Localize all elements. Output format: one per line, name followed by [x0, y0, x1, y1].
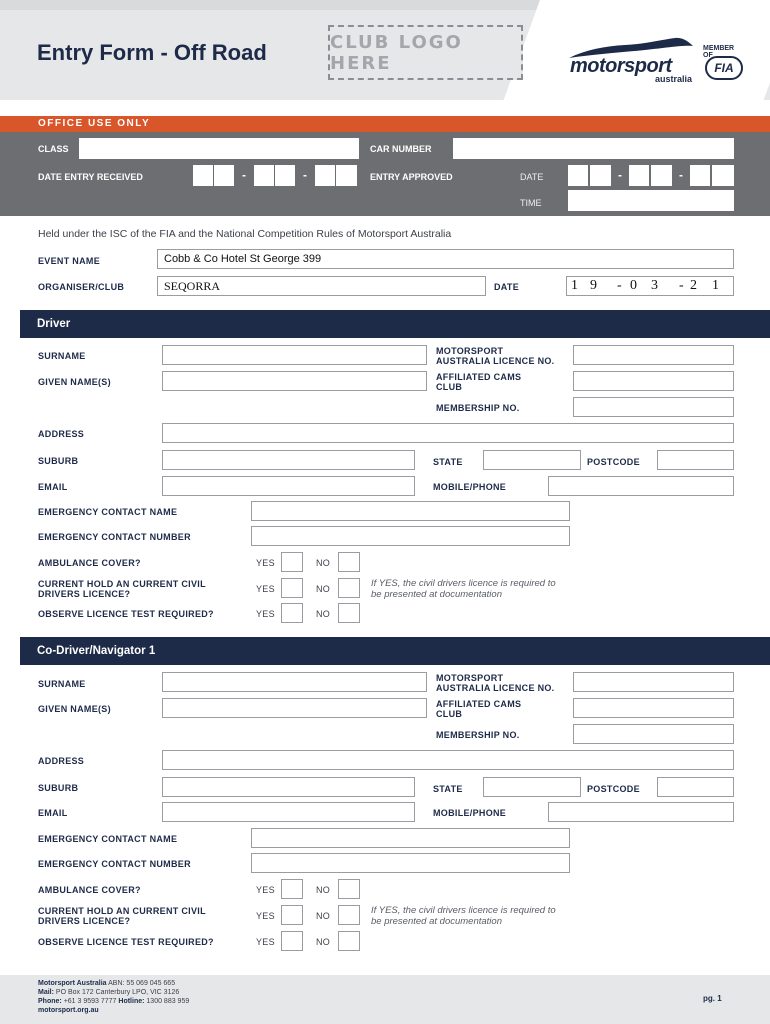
driver-email-input[interactable]	[162, 476, 415, 496]
approved-date-digit[interactable]	[590, 165, 611, 186]
no-label: NO	[316, 609, 331, 619]
driver-emergency-name-input[interactable]	[251, 501, 570, 521]
approved-date-label: DATE	[520, 172, 544, 182]
entry-approved-label: ENTRY APPROVED	[370, 172, 453, 182]
driver-licence-input[interactable]	[573, 345, 734, 365]
class-input[interactable]	[79, 138, 359, 159]
event-date-digit: -	[617, 278, 622, 293]
driver-membership-input[interactable]	[573, 397, 734, 417]
codriver-civil-licence-label: CURRENT HOLD AN CURRENT CIVIL DRIVERS LICENCE?	[38, 906, 206, 926]
codriver-postcode-input[interactable]	[657, 777, 734, 797]
codriver-suburb-label: SUBURB	[38, 783, 79, 793]
codriver-emergency-number-input[interactable]	[251, 853, 570, 873]
driver-address-label: ADDRESS	[38, 429, 85, 439]
driver-state-label: STATE	[433, 457, 463, 467]
codriver-observe-no-checkbox[interactable]	[338, 931, 360, 951]
driver-emergency-number-label: EMERGENCY CONTACT NUMBER	[38, 532, 191, 542]
approved-date-digit[interactable]	[712, 165, 734, 186]
date-separator: -	[242, 168, 246, 182]
codriver-cams-club-label: AFFILIATED CAMS CLUB	[436, 699, 522, 719]
brand-subtitle: australia	[655, 74, 693, 84]
codriver-surname-input[interactable]	[162, 672, 427, 692]
date-received-digit[interactable]	[193, 165, 213, 186]
codriver-ambulance-yes-checkbox[interactable]	[281, 879, 303, 899]
office-use-panel	[0, 132, 770, 216]
driver-ambulance-label: AMBULANCE COVER?	[38, 558, 141, 568]
date-separator: -	[303, 168, 307, 182]
driver-membership-label: MEMBERSHIP NO.	[436, 403, 520, 413]
driver-ambulance-yes-checkbox[interactable]	[281, 552, 303, 572]
driver-civil-licence-label: CURRENT HOLD AN CURRENT CIVIL DRIVERS LICENCE?	[38, 579, 206, 599]
event-date-digit: 1	[712, 278, 719, 293]
codriver-state-label: STATE	[433, 784, 463, 794]
organiser-label: ORGANISER/CLUB	[38, 282, 125, 292]
driver-suburb-input[interactable]	[162, 450, 415, 470]
driver-postcode-input[interactable]	[657, 450, 734, 470]
page-number: pg. 1	[703, 994, 722, 1003]
codriver-mobile-label: MOBILE/PHONE	[433, 808, 507, 818]
approved-time-label: TIME	[520, 198, 542, 208]
codriver-section-heading: Co-Driver/Navigator 1	[20, 637, 770, 665]
codriver-postcode-label: POSTCODE	[587, 784, 640, 794]
driver-observe-yes-checkbox[interactable]	[281, 603, 303, 623]
codriver-civil-licence-no-checkbox[interactable]	[338, 905, 360, 925]
yes-label: YES	[256, 558, 275, 568]
date-received-digit[interactable]	[336, 165, 357, 186]
fia-badge: FIA	[705, 56, 743, 80]
driver-given-names-input[interactable]	[162, 371, 427, 391]
codriver-observe-label: OBSERVE LICENCE TEST REQUIRED?	[38, 937, 214, 947]
organiser-input[interactable]: SEQORRA	[157, 276, 486, 296]
driver-cams-club-label: AFFILIATED CAMS CLUB	[436, 372, 522, 392]
event-date-digit: 1	[571, 278, 578, 293]
codriver-membership-label: MEMBERSHIP NO.	[436, 730, 520, 740]
date-received-digit[interactable]	[254, 165, 274, 186]
driver-emergency-name-label: EMERGENCY CONTACT NAME	[38, 507, 178, 517]
event-date-digit: 3	[651, 278, 658, 293]
event-date-digit: 2	[690, 278, 697, 293]
codriver-licence-input[interactable]	[573, 672, 734, 692]
event-date-digit: -	[679, 278, 684, 293]
yes-label: YES	[256, 911, 275, 921]
approved-time-input[interactable]	[568, 190, 734, 211]
driver-ambulance-no-checkbox[interactable]	[338, 552, 360, 572]
codriver-cams-club-input[interactable]	[573, 698, 734, 718]
office-use-heading: OFFICE USE ONLY	[0, 116, 770, 132]
approved-date-digit[interactable]	[568, 165, 588, 186]
driver-civil-licence-no-checkbox[interactable]	[338, 578, 360, 598]
codriver-email-label: EMAIL	[38, 808, 68, 818]
no-label: NO	[316, 937, 331, 947]
date-separator: -	[618, 168, 622, 182]
motorsport-australia-logo	[565, 36, 745, 90]
driver-given-names-label: GIVEN NAME(S)	[38, 377, 111, 387]
event-name-label: EVENT NAME	[38, 256, 101, 266]
yes-label: YES	[256, 937, 275, 947]
date-received-digit[interactable]	[275, 165, 295, 186]
club-logo-placeholder: CLUB LOGO HERE	[328, 25, 523, 80]
approved-date-digit[interactable]	[629, 165, 649, 186]
codriver-emergency-number-label: EMERGENCY CONTACT NUMBER	[38, 859, 191, 869]
codriver-membership-input[interactable]	[573, 724, 734, 744]
driver-state-input[interactable]	[483, 450, 581, 470]
driver-emergency-number-input[interactable]	[251, 526, 570, 546]
driver-address-input[interactable]	[162, 423, 734, 443]
codriver-given-names-label: GIVEN NAME(S)	[38, 704, 111, 714]
event-date-label: DATE	[494, 282, 520, 292]
codriver-ambulance-no-checkbox[interactable]	[338, 879, 360, 899]
driver-surname-input[interactable]	[162, 345, 427, 365]
codriver-ambulance-label: AMBULANCE COVER?	[38, 885, 141, 895]
date-received-digit[interactable]	[315, 165, 335, 186]
car-number-label: CAR NUMBER	[370, 144, 432, 154]
yes-label: YES	[256, 609, 275, 619]
codriver-emergency-name-input[interactable]	[251, 828, 570, 848]
date-separator: -	[679, 168, 683, 182]
driver-suburb-label: SUBURB	[38, 456, 79, 466]
codriver-civil-licence-yes-checkbox[interactable]	[281, 905, 303, 925]
yes-label: YES	[256, 885, 275, 895]
driver-section-heading: Driver	[20, 310, 770, 338]
driver-surname-label: SURNAME	[38, 351, 86, 361]
codriver-suburb-input[interactable]	[162, 777, 415, 797]
codriver-observe-yes-checkbox[interactable]	[281, 931, 303, 951]
date-received-label: DATE ENTRY RECEIVED	[38, 172, 143, 182]
no-label: NO	[316, 911, 331, 921]
codriver-licence-label: MOTORSPORT AUSTRALIA LICENCE NO.	[436, 673, 555, 693]
driver-observe-label: OBSERVE LICENCE TEST REQUIRED?	[38, 609, 214, 619]
driver-cams-club-input[interactable]	[573, 371, 734, 391]
driver-civil-licence-yes-checkbox[interactable]	[281, 578, 303, 598]
yes-label: YES	[256, 584, 275, 594]
event-name-input[interactable]: Cobb & Co Hotel St George 399	[157, 249, 734, 269]
no-label: NO	[316, 584, 331, 594]
codriver-email-input[interactable]	[162, 802, 415, 822]
no-label: NO	[316, 558, 331, 568]
page-title: Entry Form - Off Road	[37, 40, 267, 65]
no-label: NO	[316, 885, 331, 895]
codriver-address-input[interactable]	[162, 750, 734, 770]
codriver-state-input[interactable]	[483, 777, 581, 797]
brand-wordmark: motorsport	[570, 55, 672, 77]
driver-civil-licence-note: If YES, the civil drivers licence is required to be presented at documentation	[371, 578, 556, 600]
approved-date-digit[interactable]	[690, 165, 710, 186]
codriver-surname-label: SURNAME	[38, 679, 86, 689]
date-received-digit[interactable]	[214, 165, 234, 186]
driver-email-label: EMAIL	[38, 482, 68, 492]
codriver-mobile-input[interactable]	[548, 802, 734, 822]
codriver-civil-licence-note: If YES, the civil drivers licence is required to be presented at documentation	[371, 905, 556, 927]
class-label: CLASS	[38, 144, 69, 154]
approved-date-digit[interactable]	[651, 165, 672, 186]
driver-mobile-input[interactable]	[548, 476, 734, 496]
held-under-text: Held under the ISC of the FIA and the National Competition Rules of Motorsport Australia	[38, 228, 452, 240]
driver-postcode-label: POSTCODE	[587, 457, 640, 467]
car-number-input[interactable]	[453, 138, 734, 159]
event-date-digit: 0	[630, 278, 637, 293]
event-date-digit: 9	[590, 278, 597, 293]
member-of-label: MEMBER OF	[703, 45, 735, 59]
driver-mobile-label: MOBILE/PHONE	[433, 482, 507, 492]
footer-contact: Motorsport Australia ABN: 55 069 045 665 Mail: PO Box 172 Canterbury LPO, VIC 3126 Phone: +61 3 9593 7777 Hotline: 1300 883 959 motorsport.org.au	[38, 980, 190, 1014]
driver-observe-no-checkbox[interactable]	[338, 603, 360, 623]
codriver-given-names-input[interactable]	[162, 698, 427, 718]
driver-licence-label: MOTORSPORT AUSTRALIA LICENCE NO.	[436, 346, 555, 366]
codriver-address-label: ADDRESS	[38, 756, 85, 766]
codriver-emergency-name-label: EMERGENCY CONTACT NAME	[38, 834, 178, 844]
